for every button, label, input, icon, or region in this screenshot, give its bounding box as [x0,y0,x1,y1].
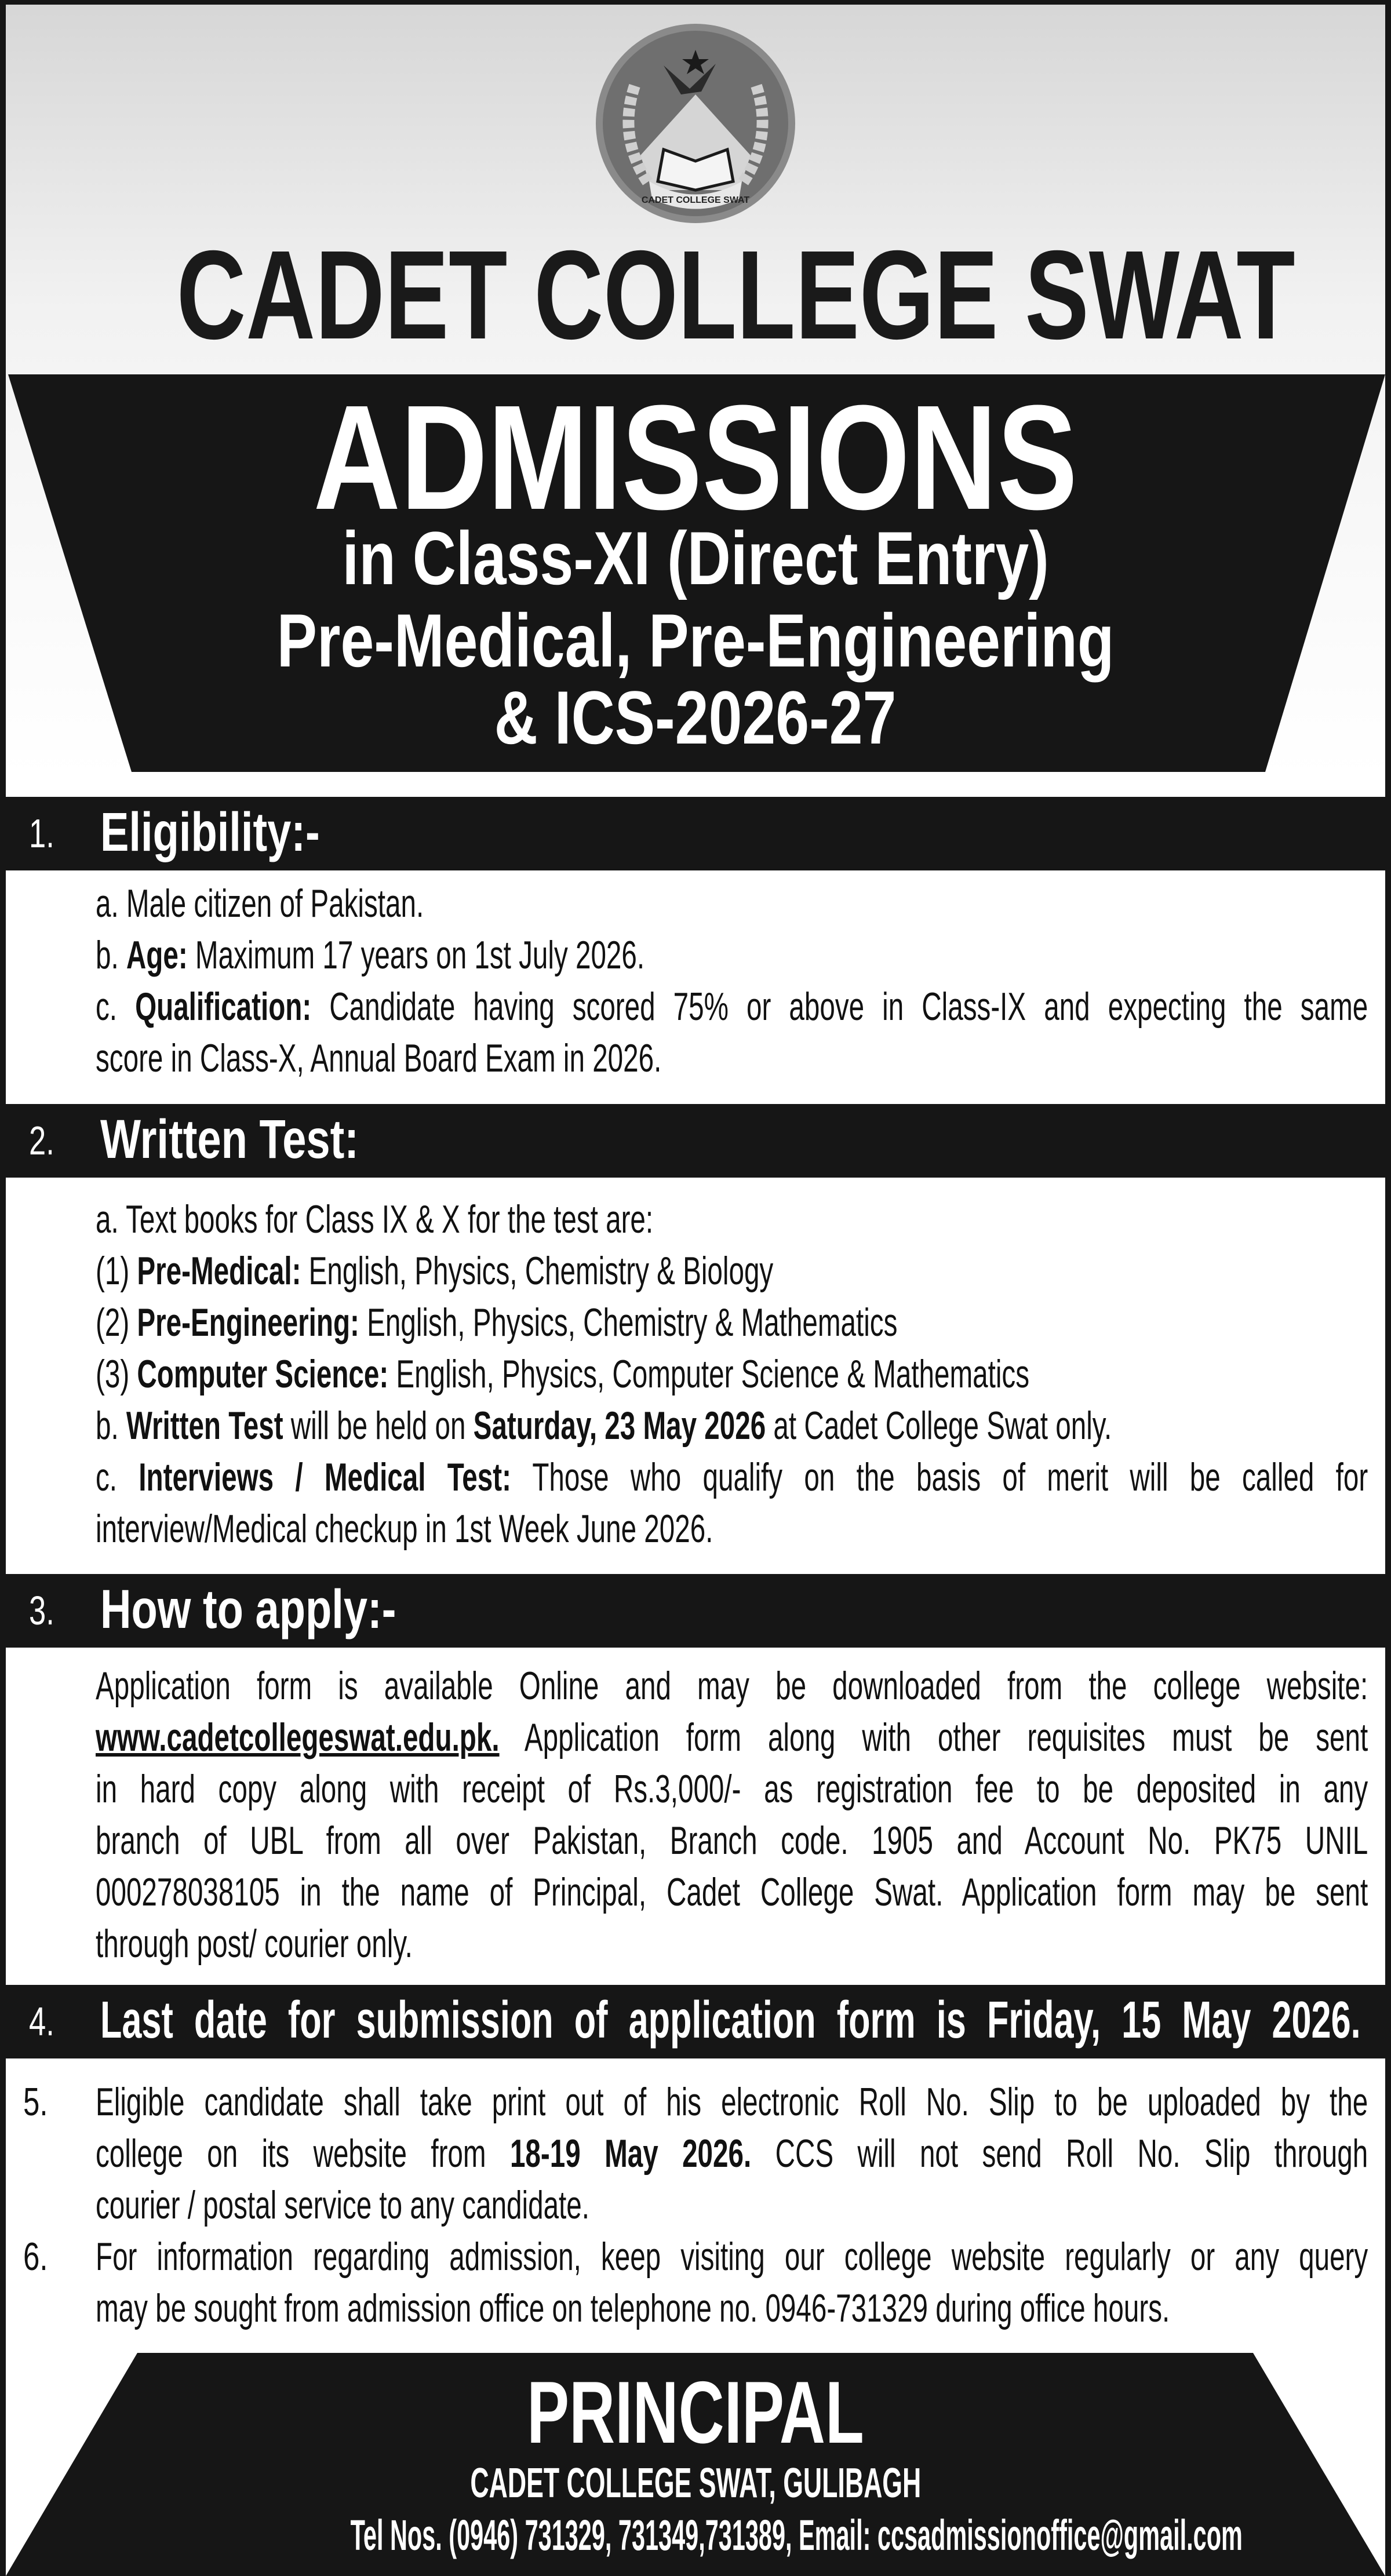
item-roll-no-slip [96,2076,1368,2231]
bold-text: 18-19 May 2026. [509,2132,752,2176]
section-body-eligibility [96,878,1368,1084]
text-line [96,1712,1368,1764]
item-number: 6. [23,2235,48,2279]
text-line [96,1815,1368,1867]
website-link[interactable]: www.cadetcollegeswat.edu.pk. [96,1715,500,1759]
text-segment: will be held on [283,1404,474,1448]
bold-text: Age: [126,933,188,977]
text-segment: college on its website from [96,2132,510,2176]
text-segment: Eligible candidate shall take print out of his electronic Roll No. Slip to be uploaded by the [96,2080,1368,2124]
text-line [96,1297,1368,1349]
text-line [96,1349,1368,1400]
bold-text: Written Test [126,1404,283,1448]
logo-ribbon-text: CADET COLLEGE SWAT [641,195,750,205]
admissions-subtitle-3 [0,677,1391,758]
section-header-eligibility [6,797,1385,870]
text-segment: may be sought from admission office on telephone no. 0946-731329 during office hours. [96,2286,1170,2330]
text-segment: For information regarding admission, keep visiting our college website regularly or any query [96,2235,1368,2279]
item-number: 5. [23,2080,48,2124]
subtitle-text: in Class-XI (Direct Entry) [342,516,1049,600]
section-body-how-to-apply [96,1660,1368,1970]
text-line [96,2076,1368,2128]
text-line [96,1660,1368,1712]
text-segment: courier / postal service to any candidate. [96,2183,589,2227]
admissions-heading [0,374,1391,541]
text-segment: Maximum 17 years on 1st July 2026. [187,933,645,977]
text-line [96,878,1368,930]
text-segment: c. [96,985,136,1029]
section-header-how-to-apply [6,1574,1385,1648]
text-segment: (3) [96,1352,137,1396]
bold-text: Pre-Engineering: [137,1300,359,1345]
admissions-subtitle-2 [0,600,1391,681]
admissions-subtitle-1 [0,518,1391,599]
bold-text: Computer Science: [137,1352,389,1396]
item-information [96,2231,1368,2334]
text-line [96,2180,1368,2231]
section-number: 4. [29,1999,54,2044]
text-line [96,1400,1368,1452]
text-line [96,1918,1368,1970]
text-segment: Application form along with other requisites must be sent [499,1715,1368,1759]
text-segment: a. Text books for Class IX & X for the test are: [96,1197,654,1241]
footer-principal [0,2363,1391,2462]
footer-contact-text: Tel Nos. (0946) 731329, 731349,731389, Email: ccsadmissionoffice@gmail.com [350,2511,1243,2559]
text-line [96,1503,1368,1555]
text-segment: at Cadet College Swat only. [766,1404,1112,1448]
text-line [96,1452,1368,1503]
text-segment: English, Physics, Computer Science & Mathematics [388,1352,1030,1396]
text-line [96,1764,1368,1815]
subtitle-text: Pre-Medical, Pre-Engineering [276,598,1115,683]
subtitle-text: & ICS-2026-27 [494,675,897,760]
section-number: 3. [29,1588,54,1633]
footer-address [0,2460,1391,2506]
section-header-written-test [6,1104,1385,1178]
text-segment: interview/Medical checkup in 1st Week June 2026. [96,1507,713,1551]
text-line [96,2128,1368,2180]
bold-text: Interviews / Medical Test: [139,1455,511,1499]
text-segment: b. [96,1404,126,1448]
text-segment: English, Physics, Chemistry & Biology [301,1249,774,1293]
college-name [0,225,1391,366]
text-segment: English, Physics, Chemistry & Mathematics [359,1300,898,1345]
deadline-text: Last date for submission of application form is Friday, 15 May 2026. [100,1991,1361,2049]
text-segment: CCS will not send Roll No. Slip through [751,2132,1368,2176]
text-segment: in hard copy along with receipt of Rs.3,000/- as registration fee to be deposited in any [96,1767,1368,1811]
college-name-text: CADET COLLEGE SWAT [176,225,1295,366]
text-segment: 000278038105 in the name of Principal, Cadet College Swat. Application form may be sent [96,1870,1368,1914]
text-line [96,1033,1368,1084]
section-number: 2. [29,1118,54,1163]
section-title: Eligibility:- [100,801,320,863]
text-segment: Those who qualify on the basis of merit will be called for [511,1455,1368,1499]
section-number: 1. [29,811,54,856]
text-line [96,2283,1368,2334]
text-line [96,1245,1368,1297]
text-segment: a. Male citizen of Pakistan. [96,881,424,926]
footer-title-text: PRINCIPAL [527,2363,864,2462]
text-segment: score in Class-X, Annual Board Exam in 2026. [96,1036,662,1080]
section-body-written-test [96,1194,1368,1555]
text-line [96,2231,1368,2283]
bold-text: Qualification: [135,985,312,1029]
section-title: How to apply:- [100,1579,396,1640]
deadline-bar [6,1985,1385,2058]
text-segment: (1) [96,1249,137,1293]
text-line [96,1194,1368,1245]
text-segment: through post/ courier only. [96,1922,413,1966]
text-line [96,981,1368,1033]
text-segment: (2) [96,1300,137,1345]
admissions-heading-text: ADMISSIONS [313,374,1078,541]
text-segment: b. [96,933,126,977]
text-segment: c. [96,1455,139,1499]
college-crest-logo [594,22,797,225]
text-segment: branch of UBL from all over Pakistan, Branch code. 1905 and Account No. PK75 UNIL [96,1819,1368,1863]
text-segment: Candidate having scored 75% or above in Class-IX and expecting the same [311,985,1368,1029]
text-line [96,1867,1368,1918]
text-line [96,930,1368,981]
bold-text: Pre-Medical: [137,1249,301,1293]
bold-text: Saturday, 23 May 2026 [473,1404,766,1448]
footer-contact [0,2511,1391,2560]
footer-address-text: CADET COLLEGE SWAT, GULIBAGH [470,2460,921,2506]
text-segment: Application form is available Online and may be downloaded from the college website: [96,1664,1368,1708]
top-border [0,0,1391,5]
section-title: Written Test: [100,1109,359,1170]
